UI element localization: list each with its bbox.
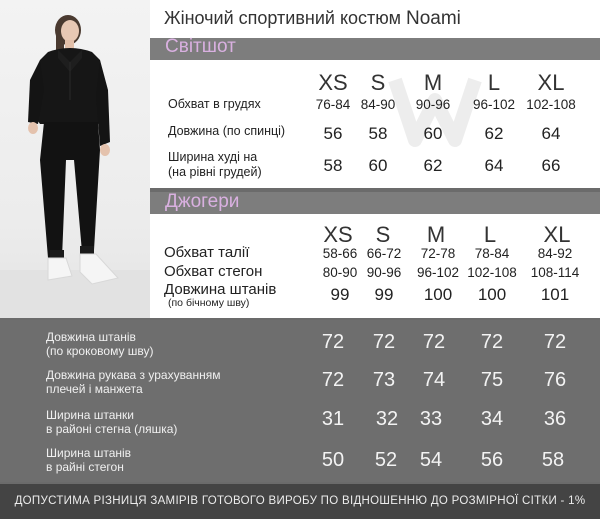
extra-label: Довжина штанів — [46, 330, 136, 344]
row-label-hips: Обхват стегон — [164, 263, 263, 280]
value-cell: 60 — [423, 124, 443, 143]
brand-name: Noami — [405, 8, 461, 29]
extra-label: Ширина штанів — [46, 446, 132, 460]
value-cell: 31 — [321, 408, 345, 430]
value-cell: 72 — [321, 369, 345, 391]
value-cell: 56 — [323, 124, 343, 143]
value-cell: 64 — [541, 124, 561, 143]
value-cell: 58-66 — [322, 246, 358, 261]
value-cell: 73 — [372, 369, 396, 391]
value-cell: 64 — [484, 156, 504, 175]
value-cell: 58 — [368, 124, 388, 143]
sweat-size-xl: XL — [537, 70, 565, 95]
jog-size-xl: XL — [543, 222, 571, 247]
value-cell: 72 — [372, 331, 396, 353]
sweatshirt-table — [150, 60, 600, 188]
value-cell: 50 — [321, 449, 345, 471]
row-label-pants-length: Довжина штанів — [164, 281, 277, 298]
value-cell: 101 — [540, 285, 570, 304]
value-cell: 102-108 — [467, 265, 517, 280]
value-cell: 72 — [543, 331, 567, 353]
value-cell: 84-92 — [537, 246, 573, 261]
value-cell: 75 — [480, 369, 504, 391]
value-cell: 72-78 — [420, 246, 456, 261]
value-cell: 34 — [480, 408, 504, 430]
extra-label: Ширина штанки — [46, 408, 134, 422]
value-cell: 32 — [375, 408, 399, 430]
row-label-pants-length-sub: (по бічному шву) — [168, 297, 250, 309]
row-label-chest: Обхват в грудях — [168, 97, 261, 111]
value-cell: 60 — [368, 156, 388, 175]
sweat-size-l: L — [487, 70, 501, 95]
value-cell: 100 — [423, 285, 453, 304]
model-figure-image — [0, 0, 150, 318]
value-cell: 66-72 — [366, 246, 402, 261]
value-cell: 54 — [419, 449, 443, 471]
value-cell: 90-96 — [366, 265, 402, 280]
tolerance-note: ДОПУСТИМА РІЗНИЦЯ ЗАМІРІВ ГОТОВОГО ВИРОБУ ПО ВІДНОШЕННЮ ДО РОЗМІРНОЇ СІТКИ - 1% — [14, 495, 586, 507]
row-label-length: Довжина (по спинці) — [168, 124, 286, 138]
extra-label-sub: в районі стегна (ляшка) — [46, 422, 178, 436]
jog-size-m: M — [426, 222, 446, 247]
product-title: Жіночий спортивний костюм Noami — [164, 8, 461, 29]
joggers-section-label: Джогери — [165, 191, 240, 212]
value-cell: 96-102 — [416, 265, 460, 280]
value-cell: 72 — [422, 331, 446, 353]
value-cell: 90-96 — [415, 97, 451, 112]
value-cell: 58 — [541, 449, 565, 471]
value-cell: 100 — [477, 285, 507, 304]
value-cell: 58 — [323, 156, 343, 175]
row-label-width-sub: (на рівні грудей) — [168, 165, 262, 179]
value-cell: 102-108 — [526, 97, 576, 112]
value-cell: 62 — [484, 124, 504, 143]
extra-label-sub: (по кроковому шву) — [46, 344, 154, 358]
value-cell: 52 — [374, 449, 398, 471]
value-cell: 84-90 — [360, 97, 396, 112]
value-cell: 99 — [374, 285, 394, 304]
value-cell: 36 — [543, 408, 567, 430]
row-label-waist: Обхват талії — [164, 244, 250, 261]
joggers-table — [150, 214, 600, 318]
value-cell: 76-84 — [315, 97, 351, 112]
sweat-size-xs: XS — [318, 70, 348, 95]
model-photo — [0, 0, 150, 318]
jog-size-s: S — [375, 222, 391, 247]
value-cell: 56 — [480, 449, 504, 471]
value-cell: 78-84 — [474, 246, 510, 261]
value-cell: 96-102 — [472, 97, 516, 112]
value-cell: 62 — [423, 156, 443, 175]
jog-size-l: L — [483, 222, 497, 247]
value-cell: 80-90 — [322, 265, 358, 280]
value-cell: 66 — [541, 156, 561, 175]
extra-measurements — [0, 320, 600, 482]
sweat-size-m: M — [423, 70, 443, 95]
row-label-width: Ширина худі на — [168, 150, 258, 164]
sweat-size-s: S — [370, 70, 386, 95]
value-cell: 74 — [422, 369, 446, 391]
extra-label: Довжина рукава з урахуванням — [46, 368, 221, 382]
jog-size-xs: XS — [323, 222, 353, 247]
extra-label-sub: в райні стегон — [46, 460, 124, 474]
extra-label-sub: плечей і манжета — [46, 382, 143, 396]
value-cell: 33 — [419, 408, 443, 430]
value-cell: 72 — [321, 331, 345, 353]
value-cell: 108-114 — [530, 265, 580, 280]
value-cell: 99 — [330, 285, 350, 304]
sweatshirt-section-label: Світшот — [165, 36, 236, 57]
value-cell: 72 — [480, 331, 504, 353]
value-cell: 76 — [543, 369, 567, 391]
